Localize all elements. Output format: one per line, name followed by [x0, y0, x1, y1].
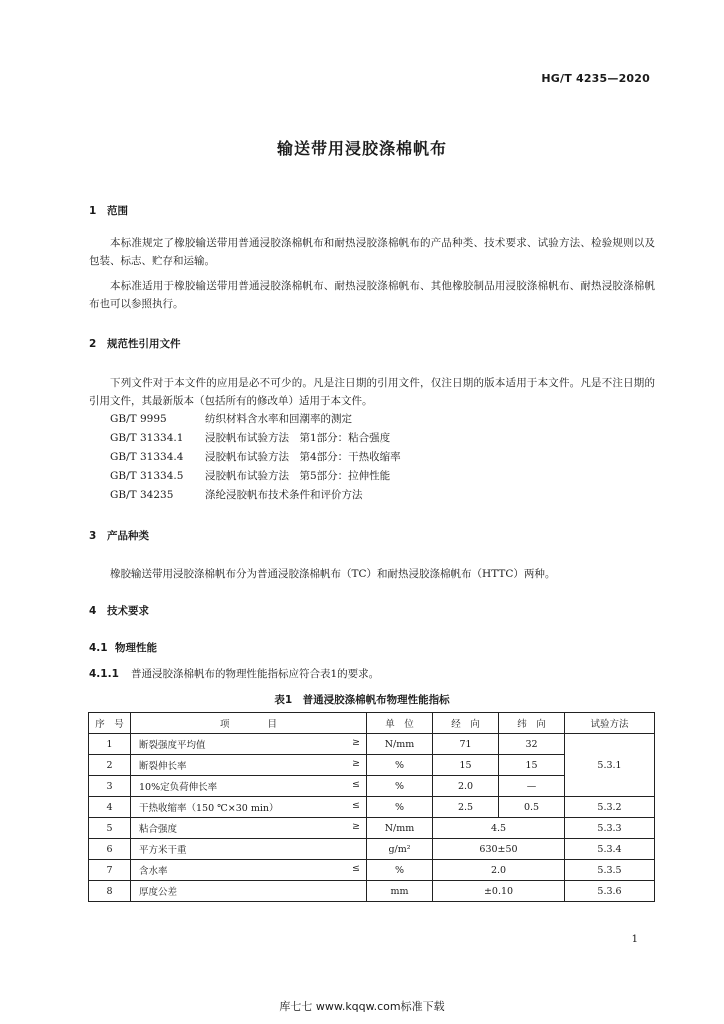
- item-cell: [131, 734, 367, 755]
- column-header: 经 向: [433, 713, 499, 734]
- item-name: 平方米干重: [139, 845, 187, 856]
- section-title: 产品种类: [107, 530, 149, 542]
- weft-cell: —: [499, 776, 565, 797]
- row-number: 4: [89, 797, 131, 818]
- section-2-heading: [89, 336, 181, 351]
- item-cell: [131, 881, 367, 902]
- warp-cell: 2.0: [433, 776, 499, 797]
- standard-code: HG/T 4235—2020: [541, 72, 650, 85]
- item-cell: [131, 839, 367, 860]
- column-header: 序 号: [89, 713, 131, 734]
- warp-cell: 71: [433, 734, 499, 755]
- section-number: 4: [89, 605, 97, 617]
- item-cell: [131, 776, 367, 797]
- comparison-symbol: ≤: [352, 800, 360, 811]
- reference-name: 纺织材料含水率和回潮率的测定: [205, 413, 352, 425]
- reference-item: [110, 411, 352, 426]
- reference-code: GB/T 31334.5: [110, 470, 184, 482]
- item-name: 10%定负荷伸长率: [139, 782, 218, 793]
- reference-code: GB/T 31334.1: [110, 432, 184, 444]
- reference-code: GB/T 34235: [110, 489, 174, 501]
- row-number: 1: [89, 734, 131, 755]
- reference-code: GB/T 9995: [110, 413, 167, 425]
- section-title: 技术要求: [107, 605, 149, 617]
- table-row: [89, 860, 655, 881]
- section-number: 1: [89, 205, 97, 217]
- unit-cell: %: [367, 776, 433, 797]
- clause-text: 普通浸胶涤棉帆布的物理性能指标应符合表1的要求。: [131, 668, 380, 680]
- table-row: [89, 881, 655, 902]
- value-cell: 4.5: [433, 818, 565, 839]
- row-number: 7: [89, 860, 131, 881]
- section-number: 4.1: [89, 642, 108, 654]
- section-number: 4.1.1: [89, 668, 119, 680]
- section-title: 规范性引用文件: [107, 338, 181, 350]
- method-cell: 5.3.6: [565, 881, 655, 902]
- comparison-symbol: ≤: [352, 779, 360, 790]
- reference-name: 浸胶帆布试验方法 第5部分：拉伸性能: [205, 470, 391, 482]
- item-name: 断裂伸长率: [139, 761, 187, 772]
- section-1-heading: [89, 203, 128, 218]
- column-header: 试验方法: [565, 713, 655, 734]
- comparison-symbol: ≥: [352, 758, 360, 769]
- reference-item: [110, 449, 401, 464]
- row-number: 2: [89, 755, 131, 776]
- column-header: 纬 向: [499, 713, 565, 734]
- reference-name: 浸胶帆布试验方法 第1部分：粘合强度: [205, 432, 391, 444]
- row-number: 6: [89, 839, 131, 860]
- item-name: 断裂强度平均值: [139, 740, 206, 751]
- reference-name: 涤纶浸胶帆布技术条件和评价方法: [205, 489, 363, 501]
- unit-cell: N/mm: [367, 818, 433, 839]
- section-number: 3: [89, 530, 97, 542]
- method-cell: 5.3.3: [565, 818, 655, 839]
- table-row: [89, 734, 655, 755]
- section-1-paragraph-2: 本标准适用于橡胶输送带用普通浸胶涤棉帆布、耐热浸胶涤棉帆布、其他橡胶制品用浸胶涤棉帆布、耐热浸胶涤棉帆布也可以参照执行。: [89, 280, 655, 310]
- item-name: 干热收缩率（150 ℃×30 min）: [139, 803, 279, 814]
- weft-cell: 0.5: [499, 797, 565, 818]
- reference-name: 浸胶帆布试验方法 第4部分：干热收缩率: [205, 451, 401, 463]
- weft-cell: 15: [499, 755, 565, 776]
- unit-cell: N/mm: [367, 734, 433, 755]
- row-number: 3: [89, 776, 131, 797]
- properties-table: [88, 712, 655, 902]
- subsection-4-1-heading: [89, 640, 157, 655]
- method-cell: 5.3.1: [565, 734, 655, 797]
- reference-item: [110, 430, 390, 445]
- value-cell: 630±50: [433, 839, 565, 860]
- page-number: 1: [631, 934, 638, 945]
- method-cell: 5.3.2: [565, 797, 655, 818]
- unit-cell: mm: [367, 881, 433, 902]
- item-cell: [131, 797, 367, 818]
- section-2-paragraph: 下列文件对于本文件的应用是必不可少的。凡是注日期的引用文件，仅注日期的版本适用于本文件。凡是不注日期的引用文件，其最新版本（包括所有的修改单）适用于本文件。: [89, 377, 655, 407]
- section-number: 2: [89, 338, 97, 350]
- table-row: [89, 839, 655, 860]
- section-3-paragraph: 橡胶输送带用浸胶涤棉帆布分为普通浸胶涤棉帆布（TC）和耐热浸胶涤棉帆布（HTTC）两种。: [110, 568, 556, 580]
- footer-watermark[interactable]: 库七七 www.kqqw.com标准下载: [279, 1000, 445, 1013]
- reference-item: [110, 468, 390, 483]
- unit-cell: %: [367, 755, 433, 776]
- weft-cell: 32: [499, 734, 565, 755]
- row-number: 5: [89, 818, 131, 839]
- table-row: [89, 818, 655, 839]
- item-name: 粘合强度: [139, 824, 178, 835]
- value-cell: ±0.10: [433, 881, 565, 902]
- reference-item: [110, 487, 363, 502]
- warp-cell: 15: [433, 755, 499, 776]
- comparison-symbol: ≥: [352, 821, 360, 832]
- document-title: 输送带用浸胶涤棉帆布: [276, 139, 447, 158]
- item-name: 含水率: [139, 866, 168, 877]
- item-name: 厚度公差: [139, 887, 178, 898]
- section-4-heading: [89, 603, 149, 618]
- table-caption: 表1 普通浸胶涤棉帆布物理性能指标: [274, 694, 450, 706]
- section-title: 物理性能: [115, 642, 157, 654]
- reference-code: GB/T 31334.4: [110, 451, 184, 463]
- table-header-row: [89, 713, 655, 734]
- section-1-paragraph-1: 本标准规定了橡胶输送带用普通浸胶涤棉帆布和耐热浸胶涤棉帆布的产品种类、技术要求、试验方法、检验规则以及包装、标志、贮存和运输。: [89, 237, 655, 267]
- section-3-heading: [89, 528, 149, 543]
- table-row: [89, 797, 655, 818]
- item-cell: [131, 755, 367, 776]
- value-cell: 2.0: [433, 860, 565, 881]
- item-cell: [131, 860, 367, 881]
- clause-4-1-1: [89, 666, 379, 681]
- comparison-symbol: ≥: [352, 737, 360, 748]
- column-header: 项 目: [131, 713, 367, 734]
- column-header: 单 位: [367, 713, 433, 734]
- unit-cell: %: [367, 797, 433, 818]
- row-number: 8: [89, 881, 131, 902]
- method-cell: 5.3.5: [565, 860, 655, 881]
- comparison-symbol: ≤: [352, 863, 360, 874]
- unit-cell: %: [367, 860, 433, 881]
- method-cell: 5.3.4: [565, 839, 655, 860]
- unit-cell: g/m²: [367, 839, 433, 860]
- warp-cell: 2.5: [433, 797, 499, 818]
- item-cell: [131, 818, 367, 839]
- section-title: 范围: [107, 205, 128, 217]
